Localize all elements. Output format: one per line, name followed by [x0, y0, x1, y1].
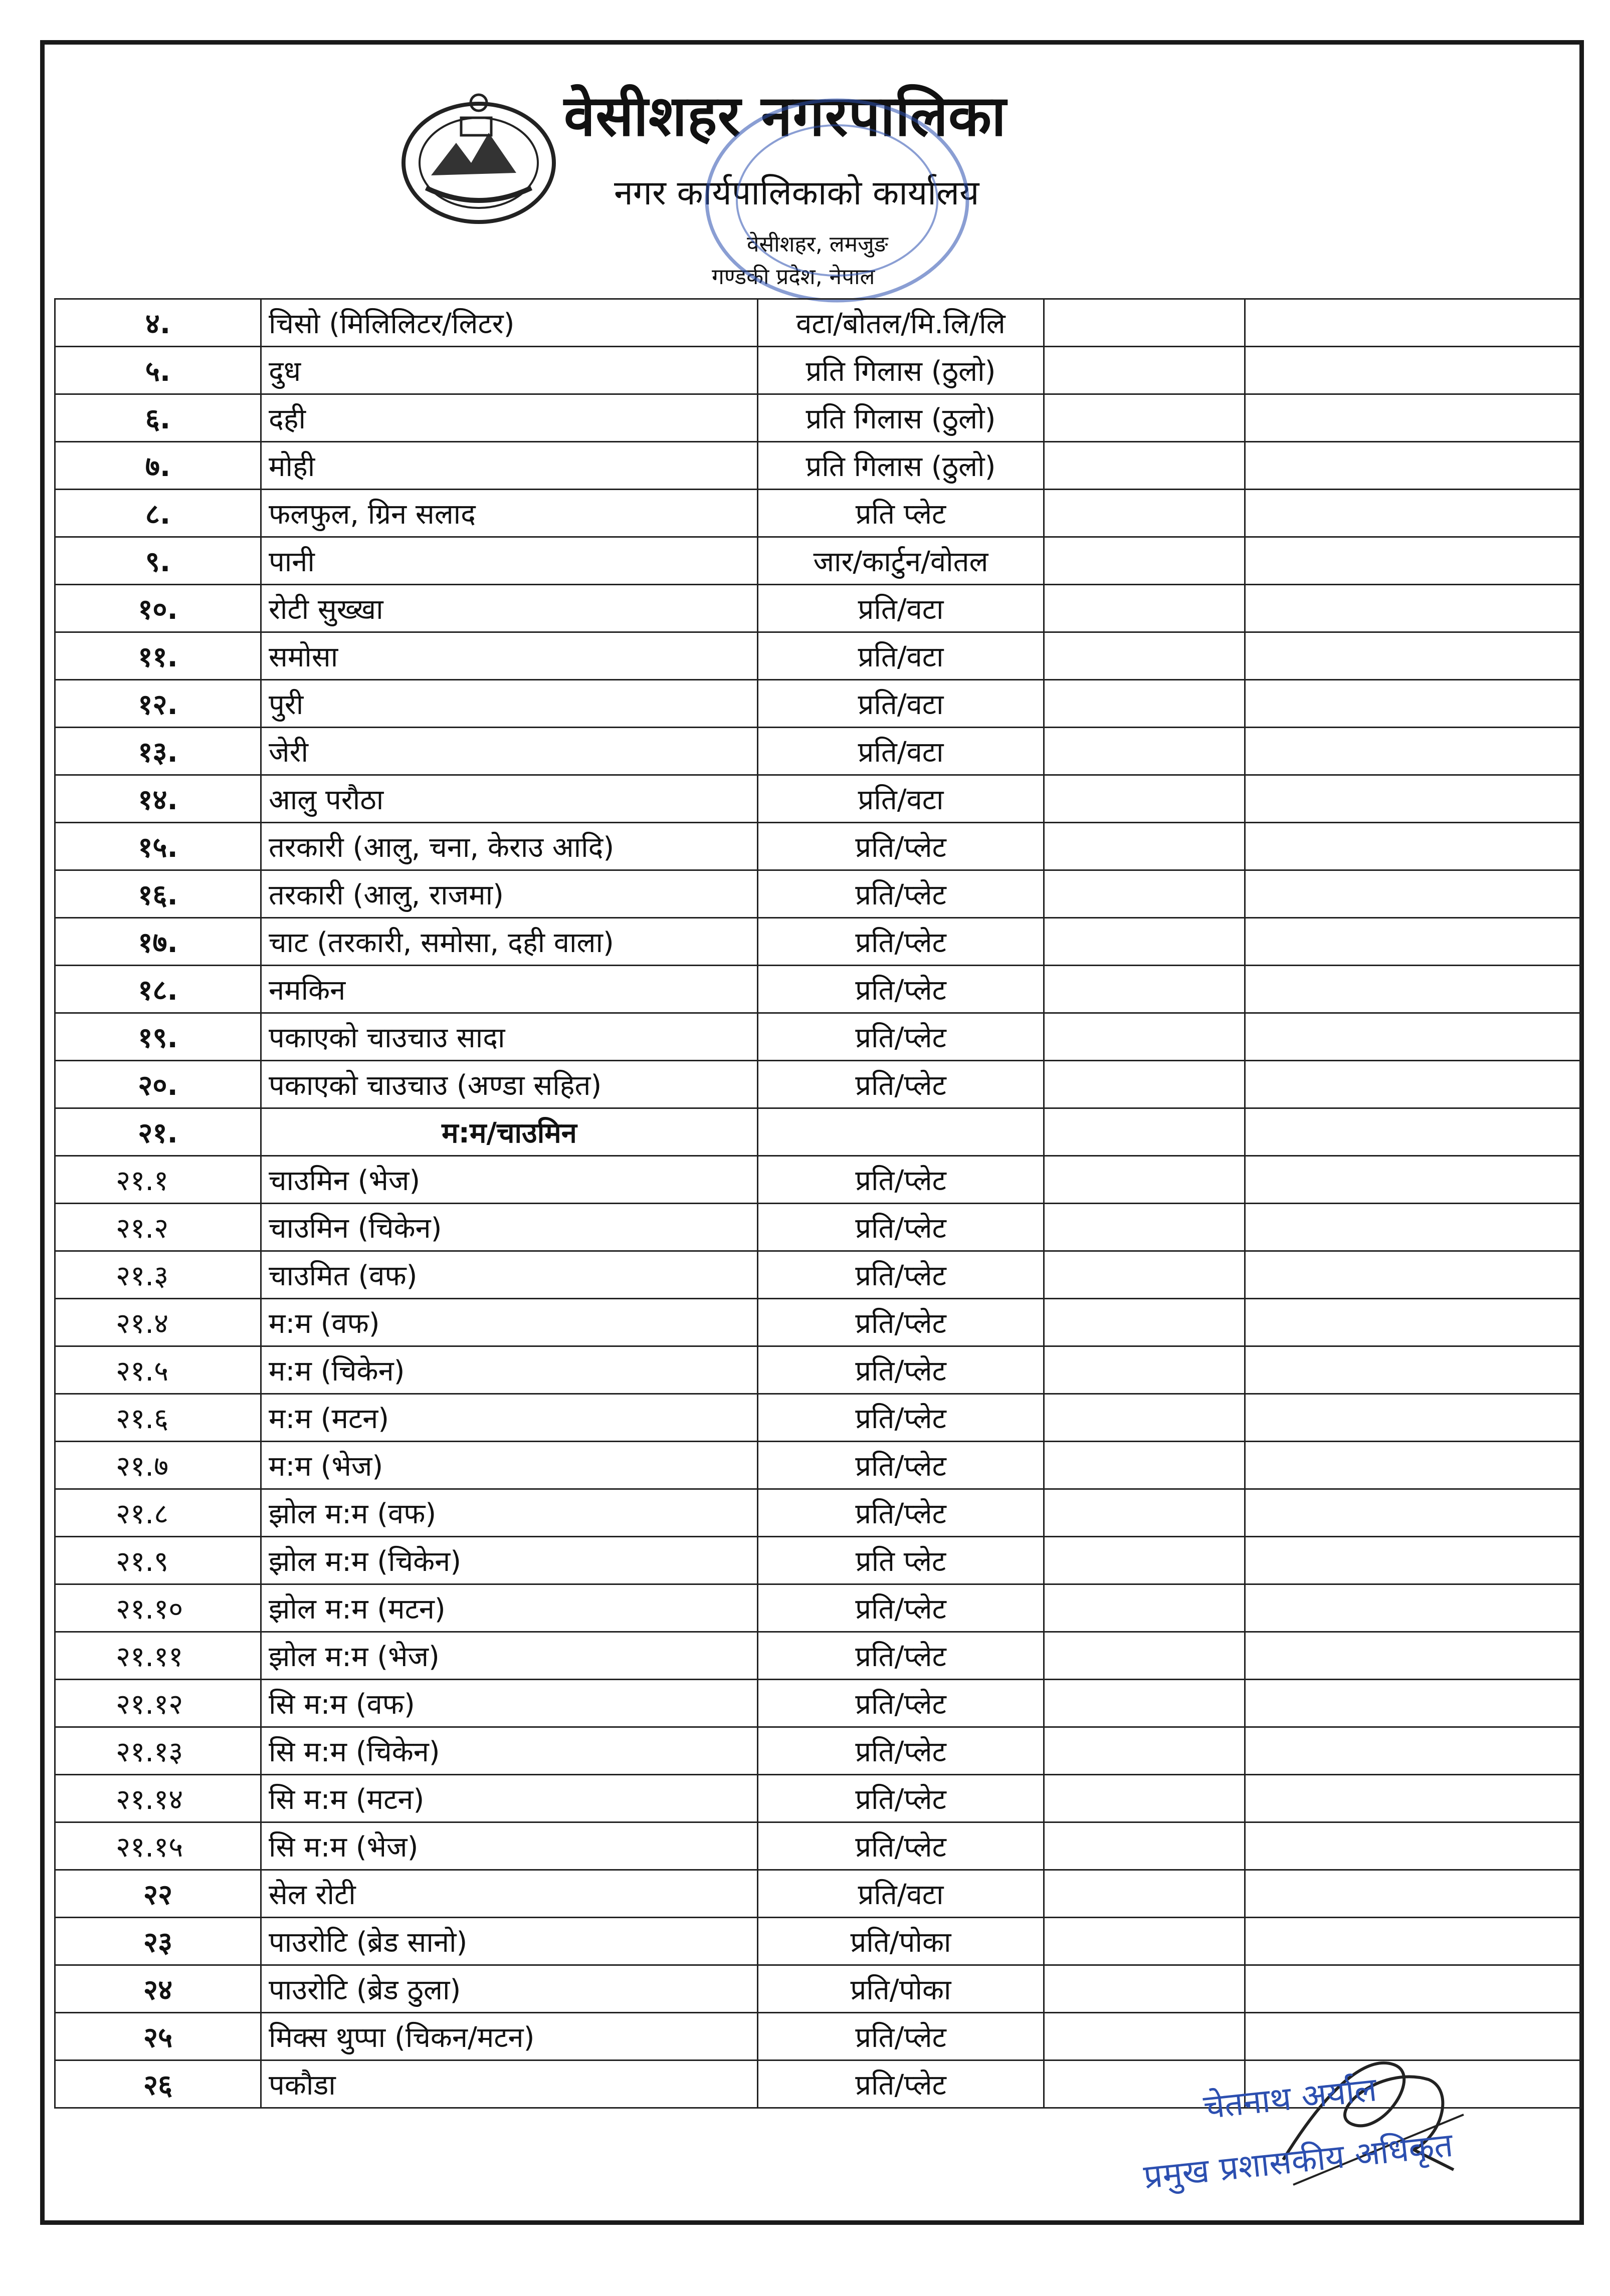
table-row	[55, 1251, 1581, 1299]
row-unit: प्रति/प्लेट	[758, 1680, 1044, 1727]
table-row	[55, 918, 1581, 966]
row-rate-cell	[1044, 1775, 1245, 1822]
row-item: जेरी	[261, 728, 758, 775]
row-number: ७.	[55, 442, 261, 490]
row-rate-cell	[1044, 1442, 1245, 1489]
row-number: २१.१४	[55, 1775, 261, 1822]
row-number: २१.२	[55, 1204, 261, 1251]
row-remark-cell	[1245, 1108, 1581, 1156]
row-item: मिक्स थुप्पा (चिकन/मटन)	[261, 2013, 758, 2060]
row-remark-cell	[1245, 1822, 1581, 1870]
row-item: सि म:म (चिकेन)	[261, 1727, 758, 1775]
row-number: २१.३	[55, 1251, 261, 1299]
row-number: १९.	[55, 1013, 261, 1061]
table-row	[55, 1680, 1581, 1727]
signer-name: चेतनाथ अर्याल	[1201, 2070, 1379, 2127]
row-remark-cell	[1245, 728, 1581, 775]
row-rate-cell	[1044, 2013, 1245, 2060]
row-item: पकाएको चाउचाउ सादा	[261, 1013, 758, 1061]
table-row	[55, 490, 1581, 537]
row-remark-cell	[1245, 585, 1581, 632]
row-remark-cell	[1245, 490, 1581, 537]
row-item: चाउमिन (भेज)	[261, 1156, 758, 1204]
row-number: १४.	[55, 775, 261, 823]
row-item: तरकारी (आलु, राजमा)	[261, 870, 758, 918]
table-row	[55, 1918, 1581, 1965]
row-unit: प्रति गिलास (ठुलो)	[758, 394, 1044, 442]
row-item: दुध	[261, 347, 758, 394]
row-unit: जार/कार्टुन/वोतल	[758, 537, 1044, 585]
row-rate-cell	[1044, 728, 1245, 775]
row-rate-cell	[1044, 1537, 1245, 1584]
row-remark-cell	[1245, 775, 1581, 823]
row-item: झोल म:म (भेज)	[261, 1632, 758, 1680]
row-unit: प्रति गिलास (ठुलो)	[758, 442, 1044, 490]
row-item: सि म:म (वफ)	[261, 1680, 758, 1727]
row-number: २१.९	[55, 1537, 261, 1584]
table-row	[55, 632, 1581, 680]
table-row	[55, 1870, 1581, 1918]
row-remark-cell	[1245, 1537, 1581, 1584]
row-number: २१.११	[55, 1632, 261, 1680]
row-rate-cell	[1044, 1108, 1245, 1156]
row-unit: प्रति/वटा	[758, 632, 1044, 680]
row-rate-cell	[1044, 1394, 1245, 1442]
row-rate-cell	[1044, 1632, 1245, 1680]
row-remark-cell	[1245, 1394, 1581, 1442]
table-row	[55, 823, 1581, 870]
row-unit: प्रति/प्लेट	[758, 1061, 1044, 1108]
row-item: चाउमिन (चिकेन)	[261, 1204, 758, 1251]
row-item: मोही	[261, 442, 758, 490]
row-number: ६.	[55, 394, 261, 442]
table-row	[55, 347, 1581, 394]
row-number: १३.	[55, 728, 261, 775]
row-unit: प्रति/प्लेट	[758, 1489, 1044, 1537]
row-number: १८.	[55, 966, 261, 1013]
row-unit: प्रति/पोका	[758, 1918, 1044, 1965]
row-number: २१.१२	[55, 1680, 261, 1727]
row-rate-cell	[1044, 299, 1245, 347]
row-rate-cell	[1044, 1870, 1245, 1918]
row-unit: प्रति/वटा	[758, 728, 1044, 775]
row-unit: प्रति/प्लेट	[758, 823, 1044, 870]
row-item: म:म (मटन)	[261, 1394, 758, 1442]
row-item: पकाएको चाउचाउ (अण्डा सहित)	[261, 1061, 758, 1108]
row-unit: प्रति/प्लेट	[758, 1156, 1044, 1204]
table-row	[55, 1299, 1581, 1346]
address-line-1: वेसीशहर, लमजुङ	[747, 232, 888, 257]
row-number: २६	[55, 2060, 261, 2108]
table-row	[55, 585, 1581, 632]
row-rate-cell	[1044, 823, 1245, 870]
row-unit: प्रति/वटा	[758, 775, 1044, 823]
row-unit: प्रति/वटा	[758, 585, 1044, 632]
table-row	[55, 1584, 1581, 1632]
row-item: चिसो (मिलिलिटर/लिटर)	[261, 299, 758, 347]
row-remark-cell	[1245, 1632, 1581, 1680]
row-unit: प्रति/प्लेट	[758, 2013, 1044, 2060]
row-unit: प्रति/प्लेट	[758, 1346, 1044, 1394]
row-rate-cell	[1044, 347, 1245, 394]
row-unit: प्रति प्लेट	[758, 1537, 1044, 1584]
row-remark-cell	[1245, 1727, 1581, 1775]
row-item: आलु परौठा	[261, 775, 758, 823]
row-number: ९.	[55, 537, 261, 585]
row-number: १२.	[55, 680, 261, 728]
row-remark-cell	[1245, 966, 1581, 1013]
row-unit: प्रति/प्लेट	[758, 870, 1044, 918]
row-remark-cell	[1245, 870, 1581, 918]
row-item: झोल म:म (चिकेन)	[261, 1537, 758, 1584]
row-number: २१.१५	[55, 1822, 261, 1870]
row-number: ४.	[55, 299, 261, 347]
row-unit: प्रति/प्लेट	[758, 1204, 1044, 1251]
row-rate-cell	[1044, 1156, 1245, 1204]
row-item: म:म (वफ)	[261, 1299, 758, 1346]
row-unit: प्रति/प्लेट	[758, 1442, 1044, 1489]
row-remark-cell	[1245, 442, 1581, 490]
row-unit: प्रति/प्लेट	[758, 1299, 1044, 1346]
table-row	[55, 775, 1581, 823]
row-unit: प्रति/प्लेट	[758, 1727, 1044, 1775]
table-row	[55, 1537, 1581, 1584]
row-remark-cell	[1245, 1870, 1581, 1918]
row-unit: प्रति/प्लेट	[758, 2060, 1044, 2108]
table-row	[55, 1156, 1581, 1204]
row-remark-cell	[1245, 1489, 1581, 1537]
table-row	[55, 1632, 1581, 1680]
row-remark-cell	[1245, 1251, 1581, 1299]
table-row	[55, 299, 1581, 347]
row-rate-cell	[1044, 1489, 1245, 1537]
row-item: रोटी सुख्खा	[261, 585, 758, 632]
row-unit: प्रति/वटा	[758, 680, 1044, 728]
row-number: २२	[55, 1870, 261, 1918]
row-number: ५.	[55, 347, 261, 394]
row-remark-cell	[1245, 918, 1581, 966]
row-item: पाउरोटि (ब्रेड ठुला)	[261, 1965, 758, 2013]
row-unit: प्रति/पोका	[758, 1965, 1044, 2013]
row-rate-cell	[1044, 680, 1245, 728]
row-unit: वटा/बोतल/मि.लि/लि	[758, 299, 1044, 347]
row-item: दही	[261, 394, 758, 442]
row-rate-cell	[1044, 1727, 1245, 1775]
row-number: २१.६	[55, 1394, 261, 1442]
row-remark-cell	[1245, 1061, 1581, 1108]
table-row	[55, 1346, 1581, 1394]
row-remark-cell	[1245, 1680, 1581, 1727]
row-remark-cell	[1245, 632, 1581, 680]
row-rate-cell	[1044, 585, 1245, 632]
row-unit: प्रति/प्लेट	[758, 1251, 1044, 1299]
table-row	[55, 870, 1581, 918]
table-row	[55, 1775, 1581, 1822]
table-row	[55, 442, 1581, 490]
rate-table	[54, 298, 1582, 2109]
row-rate-cell	[1044, 1299, 1245, 1346]
row-item: म:म (चिकेन)	[261, 1346, 758, 1394]
row-item: चाट (तरकारी, समोसा, दही वाला)	[261, 918, 758, 966]
table-row	[55, 680, 1581, 728]
row-item: तरकारी (आलु, चना, केराउ आदि)	[261, 823, 758, 870]
row-remark-cell	[1245, 1204, 1581, 1251]
row-item: पुरी	[261, 680, 758, 728]
row-remark-cell	[1245, 680, 1581, 728]
row-rate-cell	[1044, 632, 1245, 680]
table-row	[55, 966, 1581, 1013]
row-item: समोसा	[261, 632, 758, 680]
row-remark-cell	[1245, 1299, 1581, 1346]
row-number: २०.	[55, 1061, 261, 1108]
row-rate-cell	[1044, 870, 1245, 918]
row-number: ८.	[55, 490, 261, 537]
signer-title: प्रमुख प्रशासकीय अधिकृत	[1141, 2125, 1455, 2197]
row-number: २१.५	[55, 1346, 261, 1394]
table-row	[55, 728, 1581, 775]
row-rate-cell	[1044, 1965, 1245, 2013]
row-remark-cell	[1245, 299, 1581, 347]
row-number: २५	[55, 2013, 261, 2060]
row-remark-cell	[1245, 394, 1581, 442]
row-unit: प्रति/प्लेट	[758, 1632, 1044, 1680]
row-number: २१.	[55, 1108, 261, 1156]
row-rate-cell	[1044, 918, 1245, 966]
table-row	[55, 537, 1581, 585]
row-number: १०.	[55, 585, 261, 632]
row-rate-cell	[1044, 442, 1245, 490]
row-item: झोल म:म (वफ)	[261, 1489, 758, 1537]
row-rate-cell	[1044, 537, 1245, 585]
row-remark-cell	[1245, 1584, 1581, 1632]
row-remark-cell	[1245, 823, 1581, 870]
row-remark-cell	[1245, 1965, 1581, 2013]
row-item: फलफुल, ग्रिन सलाद	[261, 490, 758, 537]
row-item: सेल रोटी	[261, 1870, 758, 1918]
row-rate-cell	[1044, 966, 1245, 1013]
table-row	[55, 1013, 1581, 1061]
table-row	[55, 1727, 1581, 1775]
row-item: नमकिन	[261, 966, 758, 1013]
row-item: सि म:म (मटन)	[261, 1775, 758, 1822]
row-remark-cell	[1245, 1013, 1581, 1061]
row-rate-cell	[1044, 490, 1245, 537]
rate-table-container	[54, 298, 1531, 2109]
municipal-office-round-stamp-icon	[672, 65, 982, 326]
table-row	[55, 394, 1581, 442]
row-number: १५.	[55, 823, 261, 870]
row-rate-cell	[1044, 1013, 1245, 1061]
row-number: २३	[55, 1918, 261, 1965]
office-name: नगर कार्यपालिकाको कार्यालय	[614, 173, 979, 213]
address-line-2: गण्डकी प्रदेश, नेपाल	[712, 264, 875, 290]
row-unit: प्रति प्लेट	[758, 490, 1044, 537]
row-item: सि म:म (भेज)	[261, 1822, 758, 1870]
row-remark-cell	[1245, 537, 1581, 585]
row-rate-cell	[1044, 1822, 1245, 1870]
table-row	[55, 1108, 1581, 1156]
row-unit: प्रति/प्लेट	[758, 1013, 1044, 1061]
table-row	[55, 1061, 1581, 1108]
rate-table-body	[55, 299, 1581, 2108]
table-row	[55, 1965, 1581, 2013]
row-remark-cell	[1245, 347, 1581, 394]
row-item: पकौडा	[261, 2060, 758, 2108]
letterhead	[0, 0, 1610, 301]
row-unit: प्रति/प्लेट	[758, 966, 1044, 1013]
table-row	[55, 1822, 1581, 1870]
row-item: चाउमित (वफ)	[261, 1251, 758, 1299]
row-number: २१.१	[55, 1156, 261, 1204]
row-unit: प्रति/प्लेट	[758, 1775, 1044, 1822]
row-rate-cell	[1044, 1918, 1245, 1965]
row-number: २४	[55, 1965, 261, 2013]
nepal-government-emblem-icon	[396, 88, 561, 228]
row-rate-cell	[1044, 1346, 1245, 1394]
row-item: झोल म:म (मटन)	[261, 1584, 758, 1632]
row-rate-cell	[1044, 1061, 1245, 1108]
row-number: २१.४	[55, 1299, 261, 1346]
table-row	[55, 1394, 1581, 1442]
row-number: २१.१३	[55, 1727, 261, 1775]
row-number: २१.८	[55, 1489, 261, 1537]
row-item: म:म (भेज)	[261, 1442, 758, 1489]
row-rate-cell	[1044, 1204, 1245, 1251]
row-unit: प्रति गिलास (ठुलो)	[758, 347, 1044, 394]
row-number: १६.	[55, 870, 261, 918]
row-rate-cell	[1044, 394, 1245, 442]
row-rate-cell	[1044, 1584, 1245, 1632]
row-number: २१.७	[55, 1442, 261, 1489]
row-number: ११.	[55, 632, 261, 680]
row-remark-cell	[1245, 1442, 1581, 1489]
row-unit: प्रति/वटा	[758, 1870, 1044, 1918]
row-unit: प्रति/प्लेट	[758, 1584, 1044, 1632]
row-rate-cell	[1044, 775, 1245, 823]
row-remark-cell	[1245, 1156, 1581, 1204]
table-row	[55, 1489, 1581, 1537]
row-remark-cell	[1245, 1346, 1581, 1394]
row-number: २१.१०	[55, 1584, 261, 1632]
row-unit: प्रति/प्लेट	[758, 918, 1044, 966]
table-row	[55, 1204, 1581, 1251]
row-unit: प्रति/प्लेट	[758, 1822, 1044, 1870]
row-number: १७.	[55, 918, 261, 966]
row-remark-cell	[1245, 1775, 1581, 1822]
row-item: म:म/चाउमिन	[261, 1108, 758, 1156]
row-remark-cell	[1245, 1918, 1581, 1965]
row-item: पानी	[261, 537, 758, 585]
row-rate-cell	[1044, 1680, 1245, 1727]
row-unit: प्रति/प्लेट	[758, 1394, 1044, 1442]
row-item: पाउरोटि (ब्रेड सानो)	[261, 1918, 758, 1965]
table-row	[55, 1442, 1581, 1489]
row-unit	[758, 1108, 1044, 1156]
row-rate-cell	[1044, 1251, 1245, 1299]
municipality-name: वेसीशहर नगरपालिका	[564, 84, 1007, 149]
